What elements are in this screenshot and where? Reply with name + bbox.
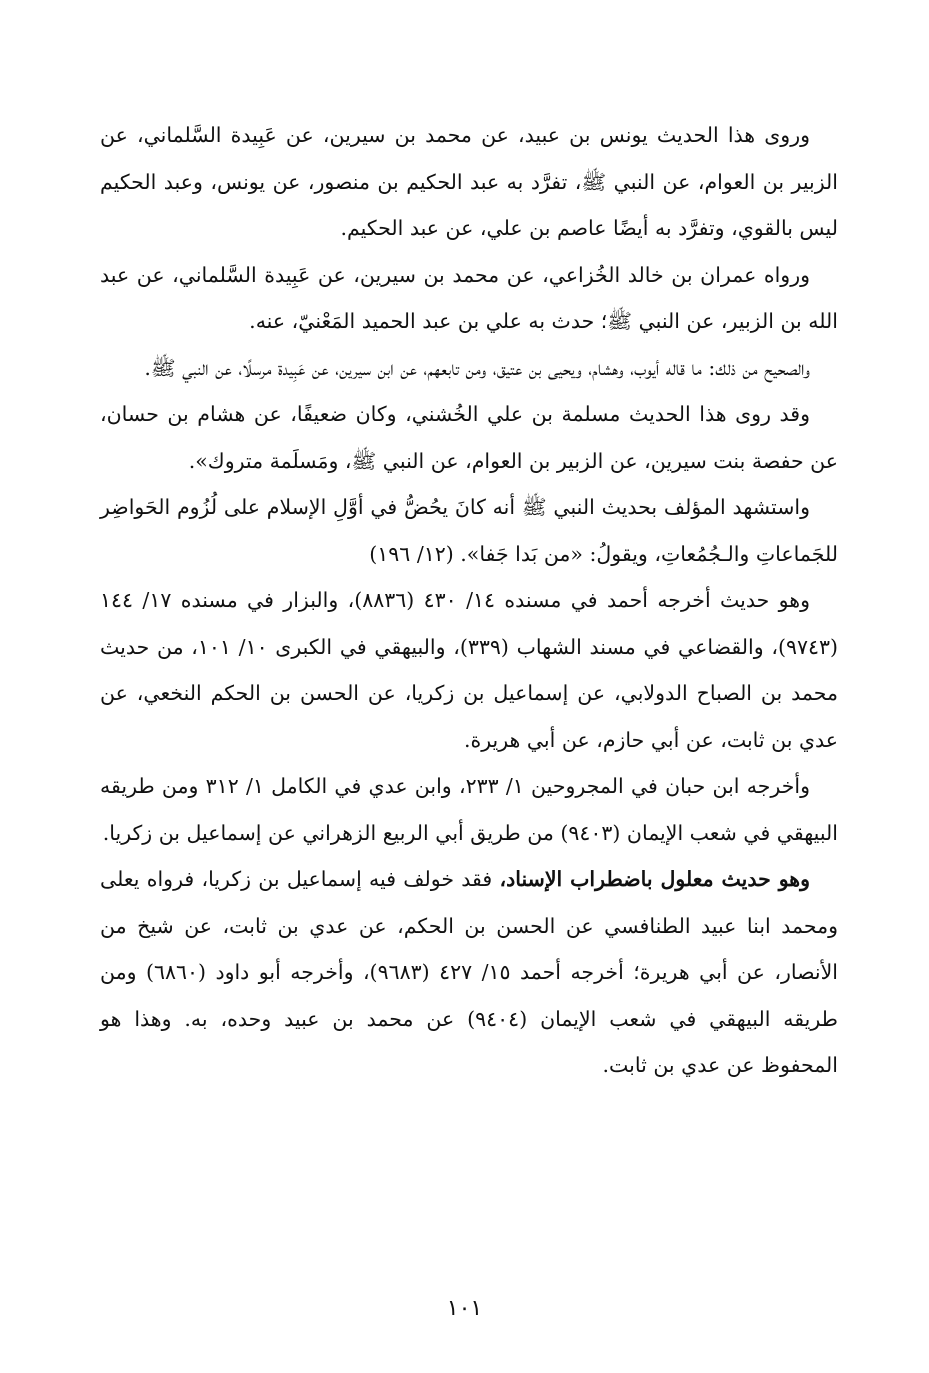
paragraph-6-text: وهو حديث أخرجه أحمد في مسنده ١٤/ ٤٣٠ (٨٨٣٦)، والبزار في مسنده ١٧/ ١٤٤ (٩٧٤٣)، والقضاعي في مسند الشهاب (٣٣٩)، والبيهقي في الكبرى ١٠/ ١٠١، من حديث محمد بن الصباح الدولابي، عن إسماعيل بن زكريا، عن الحسن بن الحكم النخعي، عن عدي بن ثابت، عن أبي حازم، عن أبي هريرة. bbox=[100, 588, 838, 752]
paragraph-6 bbox=[100, 577, 838, 763]
paragraph-5-text: واستشهد المؤلف بحديث النبي ﷺ أنه كانَ يحُضُّ في أوَّلِ الإسلام على لُزُوم الحَواضِر للجَماعاتِ والـجُمُعاتِ، ويقولُ: «من بَدا جَفا». (١٢/ ١٩٦) bbox=[100, 495, 838, 566]
paragraph-7 bbox=[100, 763, 838, 856]
paragraph-8-lead: وهو حديث معلول باضطراب الإسناد، bbox=[499, 867, 811, 891]
paragraph-1 bbox=[100, 112, 838, 252]
paragraph-3-text: والصحيح من ذلك: ما قاله أيوب، وهشام، ويحيى بن عتيق، ومن تابعهم، عن ابن سيرين، عن عَبِيدة مرسلًا، عن النبي ﷺ. bbox=[144, 355, 810, 380]
paragraph-5 bbox=[100, 484, 838, 577]
paragraph-2 bbox=[100, 252, 838, 345]
paragraph-4-text: وقد روى هذا الحديث مسلمة بن علي الخُشني، وكان ضعيفًا، عن هشام بن حسان، عن حفصة بنت سيرين، عن الزبير بن العوام، عن النبي ﷺ، ومَسلَمة متروك». bbox=[100, 402, 838, 473]
paragraph-7-text: وأخرجه ابن حبان في المجروحين ١/ ٢٣٣، وابن عدي في الكامل ١/ ٣١٢ ومن طريقه البيهقي في شعب الإيمان (٩٤٠٣) من طريق أبي الربيع الزهراني عن إسماعيل بن زكريا. bbox=[100, 774, 838, 845]
page-body bbox=[100, 112, 838, 1089]
paragraph-8 bbox=[100, 856, 838, 1089]
paragraph-1-text: وروى هذا الحديث يونس بن عبيد، عن محمد بن سيرين، عن عَبِيدة السَّلماني، عن الزبير بن العوام، عن النبي ﷺ، تفرَّد به عبد الحكيم بن منصور، عن يونس، وعبد الحكيم ليس بالقوي، وتفرَّد به أيضًا عاصم بن علي، عن عبد الحكيم. bbox=[100, 123, 838, 240]
paragraph-3 bbox=[100, 345, 838, 392]
page-number: ١٠١ bbox=[446, 1296, 483, 1321]
paragraph-4 bbox=[100, 391, 838, 484]
paragraph-8-text: فقد خولف فيه إسماعيل بن زكريا، فرواه يعلى ومحمد ابنا عبيد الطنافسي عن الحسن بن الحكم، عن عدي بن ثابت، عن شيخ من الأنصار، عن أبي هريرة؛ أخرجه أحمد ١٥/ ٤٢٧ (٩٦٨٣)، وأخرجه أبو داود (٦٨٦٠) ومن طريقه البيهقي في شعب الإيمان (٩٤٠٤) عن محمد بن عبيد وحده، به. وهذا هو المحفوظ عن عدي بن ثابت. bbox=[100, 867, 839, 1077]
paragraph-2-text: ورواه عمران بن خالد الخُزاعي، عن محمد بن سيرين، عن عَبِيدة السَّلماني، عن عبد الله بن الزبير، عن النبي ﷺ؛ حدث به علي بن عبد الحميد المَعْنيّ، عنه. bbox=[100, 262, 838, 333]
